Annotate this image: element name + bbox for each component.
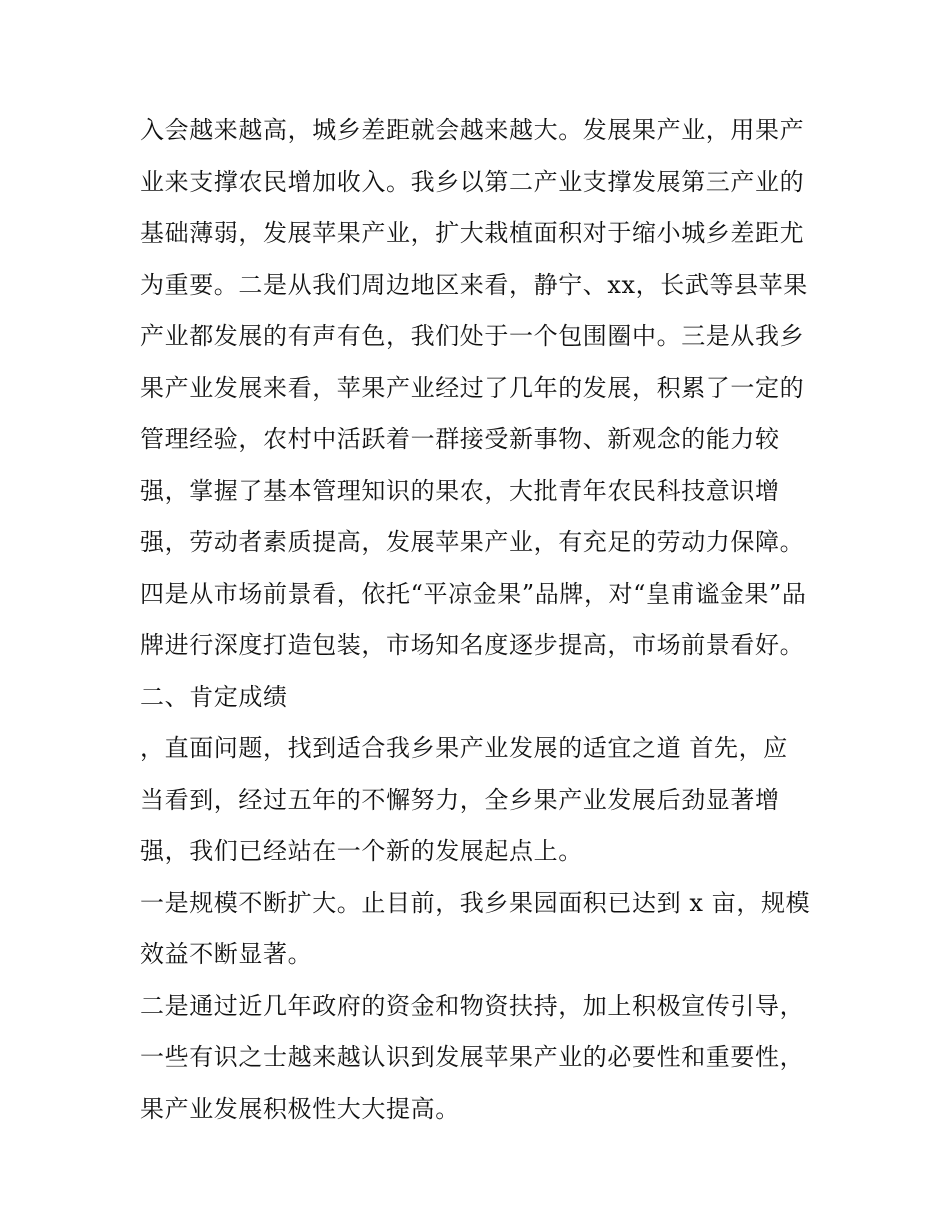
- text-line: 入会越来越高，城乡差距就会越来越大。发展果产业，用果产: [140, 116, 805, 144]
- text-line: 二是通过近几年政府的资金和物资扶持，加上积极宣传引导，: [140, 991, 805, 1020]
- text-line: 一些有识之士越来越认识到发展苹果产业的必要性和重要性，: [140, 1043, 805, 1071]
- text-line: 强，我们已经站在一个新的发展起点上。: [140, 837, 583, 865]
- text-line: ，直面问题，找到适合我乡果产业发展的适宜之道 首先，应: [140, 734, 788, 762]
- section-heading: 二、肯定成绩: [140, 682, 288, 711]
- text-line: 管理经验，农村中活跃着一群接受新事物、新观念的能力较: [140, 425, 780, 453]
- document-body: [140, 105, 820, 1135]
- text-line: 产业都发展的有声有色，我们处于一个包围圈中。三是从我乡: [140, 322, 805, 350]
- text-line: 牌进行深度打造包装，市场知名度逐步提高，市场前景看好。: [140, 631, 805, 659]
- text-line: 果产业发展积极性大大提高。: [140, 1094, 460, 1123]
- text-line: 当看到，经过五年的不懈努力，全乡果产业发展后劲显著增: [140, 785, 780, 814]
- text-line: 四是从市场前景看，依托“平凉金果”品牌，对“皇甫谧金果”品: [140, 579, 807, 608]
- text-line: 业来支撑农民增加收入。我乡以第二产业支撑发展第三产业的: [140, 167, 805, 196]
- text-line: 一是规模不断扩大。止目前，我乡果园面积已达到 x 亩，规模: [140, 888, 811, 917]
- text-line: 果产业发展来看，苹果产业经过了几年的发展，积累了一定的: [140, 373, 805, 402]
- text-line: 基础薄弱，发展苹果产业，扩大栽植面积对于缩小城乡差距尤: [140, 219, 805, 247]
- text-line: 效益不断显著。: [140, 940, 313, 968]
- text-line: 为重要。二是从我们周边地区来看，静宁、xx，长武等县苹果: [140, 270, 808, 299]
- text-line: 强，劳动者素质提高，发展苹果产业，有充足的劳动力保障。: [140, 528, 805, 556]
- text-line: 强，掌握了基本管理知识的果农，大批青年农民科技意识增: [140, 476, 780, 505]
